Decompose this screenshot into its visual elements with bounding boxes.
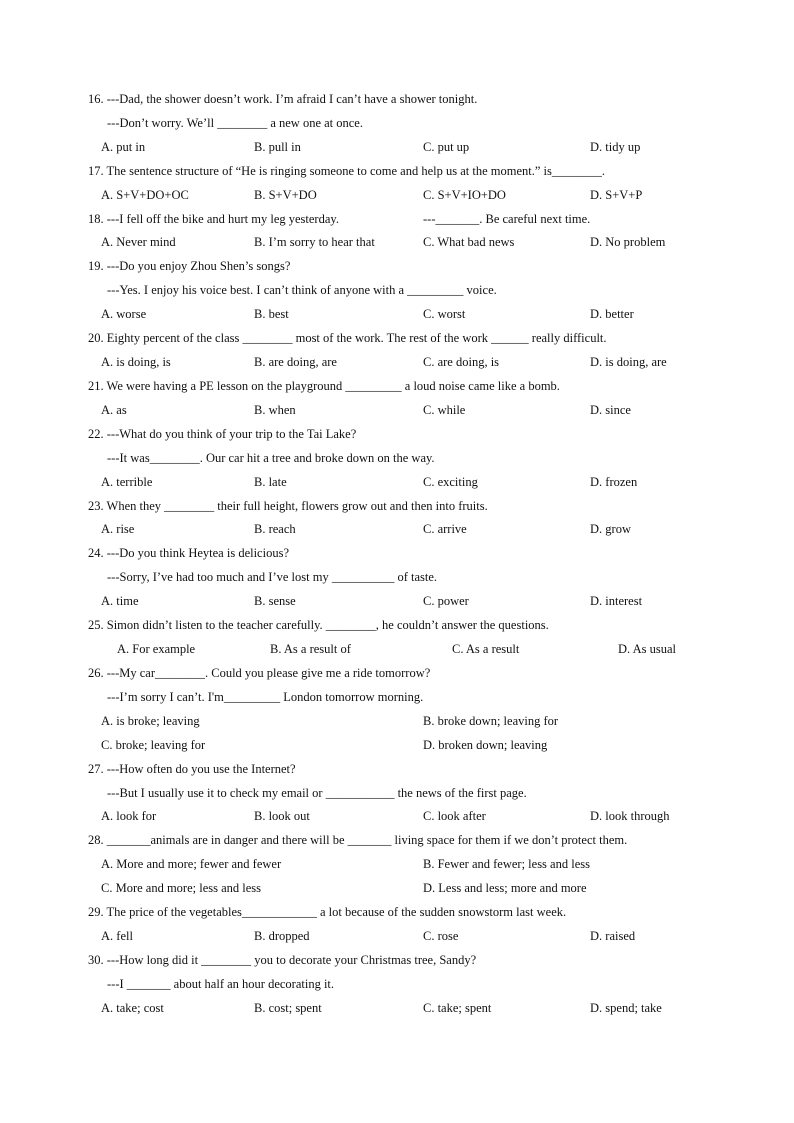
option-b: B. S+V+DO [254, 188, 317, 202]
question-16-options [101, 137, 741, 157]
question-29-options [101, 926, 741, 946]
option-c: C. S+V+IO+DO [423, 188, 506, 202]
question-27-options [101, 806, 741, 826]
question-21-stem: 21. We were having a PE lesson on the playground _________ a loud noise came like a bomb. [88, 379, 560, 393]
question-23-stem: 23. When they ________ their full height, flowers grow out and then into fruits. [88, 499, 488, 513]
option-b: B. late [254, 475, 287, 489]
question-30-stem: 30. ---How long did it ________ you to decorate your Christmas tree, Sandy? [88, 953, 477, 967]
option-a: A. rise [101, 522, 135, 536]
option-b: B. As a result of [270, 642, 351, 656]
option-c: C. broke; leaving for [101, 738, 206, 752]
question-16-response: ---Don’t worry. We’ll ________ a new one at once. [107, 116, 363, 130]
question-20-stem: 20. Eighty percent of the class ________ most of the work. The rest of the work ______ really difficult. [88, 331, 607, 345]
option-d: D. S+V+P [590, 188, 643, 202]
question-23-options [101, 519, 741, 539]
question-28-stem: 28. _______animals are in danger and there will be _______ living space for them if we don’t protect them. [88, 833, 628, 847]
option-c: C. worst [423, 307, 466, 321]
question-17-options [101, 185, 741, 205]
question-25-stem: 25. Simon didn’t listen to the teacher carefully. ________, he couldn’t answer the questions. [88, 618, 549, 632]
option-c: C. arrive [423, 522, 467, 536]
option-b: B. are doing, are [254, 355, 337, 369]
option-c: C. take; spent [423, 1001, 492, 1015]
option-d: D. grow [590, 522, 631, 536]
question-30-options [101, 998, 741, 1018]
option-c: C. What bad news [423, 235, 515, 249]
option-d: D. Less and less; more and more [423, 881, 587, 895]
option-a: A. terrible [101, 475, 153, 489]
question-17-stem: 17. The sentence structure of “He is ringing someone to come and help us at the moment.” is________. [88, 164, 606, 178]
option-b: B. Fewer and fewer; less and less [423, 857, 590, 871]
option-a: A. is broke; leaving [101, 714, 200, 728]
option-d: D. As usual [618, 642, 676, 656]
option-a: A. look for [101, 809, 157, 823]
option-b: B. when [254, 403, 296, 417]
option-b: B. look out [254, 809, 310, 823]
option-b: B. dropped [254, 929, 310, 943]
question-27-stem: 27. ---How often do you use the Internet? [88, 762, 296, 776]
option-d: D. frozen [590, 475, 638, 489]
question-26-stem: 26. ---My car________. Could you please give me a ride tomorrow? [88, 666, 431, 680]
question-22-options [101, 472, 741, 492]
option-a: A. as [101, 403, 127, 417]
option-c: C. More and more; less and less [101, 881, 262, 895]
question-16-stem: 16. ---Dad, the shower doesn’t work. I’m afraid I can’t have a shower tonight. [88, 92, 478, 106]
option-d: D. is doing, are [590, 355, 667, 369]
option-b: B. reach [254, 522, 296, 536]
option-c: C. look after [423, 809, 486, 823]
option-b: B. pull in [254, 140, 301, 154]
question-20-options [101, 352, 741, 372]
option-c: C. As a result [452, 642, 520, 656]
option-a: A. Never mind [101, 235, 176, 249]
option-a: A. S+V+DO+OC [101, 188, 189, 202]
question-26-options-row2 [101, 735, 741, 755]
option-d: D. spend; take [590, 1001, 662, 1015]
option-a: A. For example [117, 642, 196, 656]
option-b: B. broke down; leaving for [423, 714, 559, 728]
question-27-response: ---But I usually use it to check my email or ___________ the news of the first page. [107, 786, 527, 800]
option-a: A. More and more; fewer and fewer [101, 857, 282, 871]
option-a: A. fell [101, 929, 133, 943]
option-c: C. rose [423, 929, 459, 943]
question-18-options [101, 232, 741, 252]
option-d: D. No problem [590, 235, 666, 249]
option-a: A. worse [101, 307, 147, 321]
question-25-options [117, 639, 757, 659]
question-30-response: ---I _______ about half an hour decorating it. [107, 977, 335, 991]
option-c: C. put up [423, 140, 470, 154]
option-c: C. exciting [423, 475, 478, 489]
question-19-options [101, 304, 741, 324]
question-26-options-row1 [101, 711, 741, 731]
question-19-stem: 19. ---Do you enjoy Zhou Shen’s songs? [88, 259, 291, 273]
question-22-stem: 22. ---What do you think of your trip to the Tai Lake? [88, 427, 357, 441]
question-21-options [101, 400, 741, 420]
option-b: B. sense [254, 594, 296, 608]
question-18-response: ---_______. Be careful next time. [423, 212, 591, 226]
option-c: C. power [423, 594, 469, 608]
option-a: A. put in [101, 140, 146, 154]
option-a: A. is doing, is [101, 355, 171, 369]
option-d: D. raised [590, 929, 636, 943]
option-c: C. are doing, is [423, 355, 500, 369]
option-d: D. tidy up [590, 140, 641, 154]
question-19-response: ---Yes. I enjoy his voice best. I can’t think of anyone with a _________ voice. [107, 283, 497, 297]
question-28-options-row1 [101, 854, 741, 874]
option-d: D. interest [590, 594, 643, 608]
option-d: D. since [590, 403, 631, 417]
option-d: D. broken down; leaving [423, 738, 548, 752]
option-a: A. time [101, 594, 139, 608]
option-b: B. cost; spent [254, 1001, 322, 1015]
option-b: B. I’m sorry to hear that [254, 235, 375, 249]
question-22-response: ---It was________. Our car hit a tree and broke down on the way. [107, 451, 435, 465]
option-a: A. take; cost [101, 1001, 164, 1015]
question-18-stem: 18. ---I fell off the bike and hurt my leg yesterday. [88, 212, 339, 226]
option-d: D. look through [590, 809, 670, 823]
option-b: B. best [254, 307, 289, 321]
question-28-options-row2 [101, 878, 741, 898]
question-26-response: ---I’m sorry I can’t. I'm_________ London tomorrow morning. [107, 690, 424, 704]
question-24-options [101, 591, 741, 611]
question-29-stem: 29. The price of the vegetables____________ a lot because of the sudden snowstorm last week. [88, 905, 567, 919]
question-24-stem: 24. ---Do you think Heytea is delicious? [88, 546, 289, 560]
option-d: D. better [590, 307, 634, 321]
option-c: C. while [423, 403, 466, 417]
question-24-response: ---Sorry, I’ve had too much and I’ve lost my __________ of taste. [107, 570, 438, 584]
